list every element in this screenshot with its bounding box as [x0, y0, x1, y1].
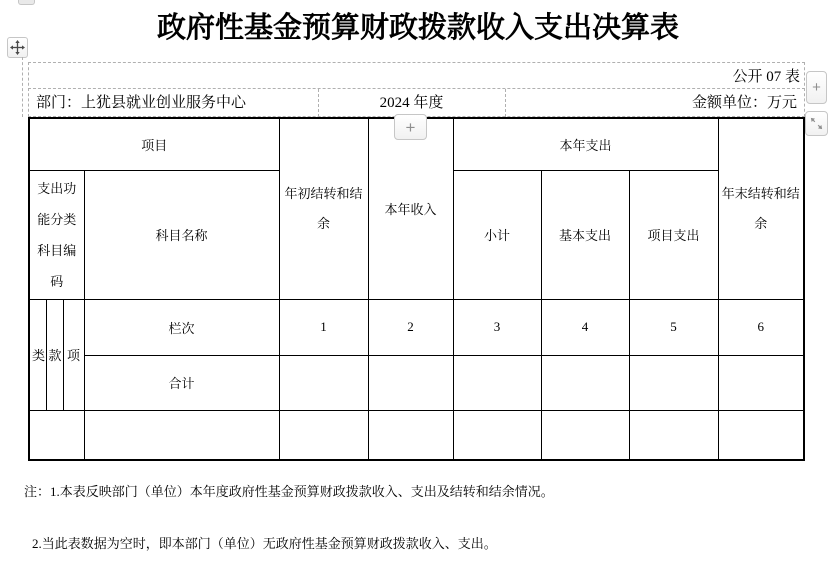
cell-column-index-label[interactable]: 栏次: [84, 299, 279, 355]
year-text: 2024 年度: [379, 95, 444, 111]
cell-column-number-6[interactable]: 6: [718, 299, 804, 355]
cell-column-number-2[interactable]: 2: [368, 299, 453, 355]
move-icon: [10, 40, 25, 55]
budget-table: [28, 117, 805, 461]
cell-column-number-3[interactable]: 3: [453, 299, 541, 355]
cell-total-value-4[interactable]: [541, 355, 629, 410]
table-insert-right-button[interactable]: [806, 71, 827, 104]
cell-total-value-6[interactable]: [718, 355, 804, 410]
public-table-number: 公开 07 表: [732, 69, 800, 85]
cell-empty-value-5[interactable]: [629, 410, 718, 460]
cell-column-number-4[interactable]: 4: [541, 299, 629, 355]
cell-end-balance-header[interactable]: 年末结转和结余: [718, 118, 804, 299]
table-insert-top-button[interactable]: [394, 114, 427, 140]
cell-expense-code-header[interactable]: 支出功能分类科目编码: [29, 170, 84, 299]
cell-basic-expense-header[interactable]: 基本支出: [541, 170, 629, 299]
cell-total-value-1[interactable]: [279, 355, 368, 410]
cell-class-header[interactable]: 类: [29, 299, 46, 410]
cell-total-value-3[interactable]: [453, 355, 541, 410]
amount-unit-text: 金额单位：万元: [691, 95, 797, 111]
frame-anchor-line: [22, 57, 23, 117]
frame-cell-divider-right: [505, 89, 506, 117]
table-move-handle[interactable]: [7, 37, 28, 58]
cell-total-value-5[interactable]: [629, 355, 718, 410]
cell-empty-value-3[interactable]: [453, 410, 541, 460]
cell-column-number-1[interactable]: 1: [279, 299, 368, 355]
cell-empty-subject[interactable]: [84, 410, 279, 460]
cell-total-label[interactable]: 合计: [84, 355, 279, 410]
frame-row-divider: [28, 88, 805, 89]
cell-empty-value-4[interactable]: [541, 410, 629, 460]
cell-current-expense-header[interactable]: 本年支出: [453, 118, 718, 170]
plus-icon: +: [812, 79, 821, 96]
footnote-2: 2.当此表数据为空时，即本部门（单位）无政府性基金预算财政拨款收入、支出。: [32, 536, 497, 551]
resize-icon: [809, 116, 824, 131]
cell-project-expense-header[interactable]: 项目支出: [629, 170, 718, 299]
cell-empty-value-6[interactable]: [718, 410, 804, 460]
cell-subject-name-header[interactable]: 科目名称: [84, 170, 279, 299]
department-text: 部门：上犹县就业创业服务中心: [36, 95, 247, 111]
cell-empty-value-2[interactable]: [368, 410, 453, 460]
plus-icon: +: [405, 117, 416, 137]
footnote-1: 注：1.本表反映部门（单位）本年度政府性基金预算财政拨款收入、支出及结转和结余情况。: [24, 484, 554, 499]
cell-current-income-header[interactable]: 本年收入: [368, 118, 453, 299]
cell-project-header[interactable]: 项目: [29, 118, 279, 170]
cell-total-value-2[interactable]: [368, 355, 453, 410]
page-title: 政府性基金预算财政拨款收入支出决算表: [156, 12, 679, 44]
cell-empty-value-1[interactable]: [279, 410, 368, 460]
table-resize-handle[interactable]: [805, 111, 828, 136]
cell-item-header[interactable]: 项: [63, 299, 84, 410]
cell-fund-header[interactable]: 款: [46, 299, 63, 410]
cell-column-number-5[interactable]: 5: [629, 299, 718, 355]
cell-empty-code[interactable]: [29, 410, 84, 460]
cell-subtotal-header[interactable]: 小计: [453, 170, 541, 299]
cell-begin-balance-header[interactable]: 年初结转和结余: [279, 118, 368, 299]
